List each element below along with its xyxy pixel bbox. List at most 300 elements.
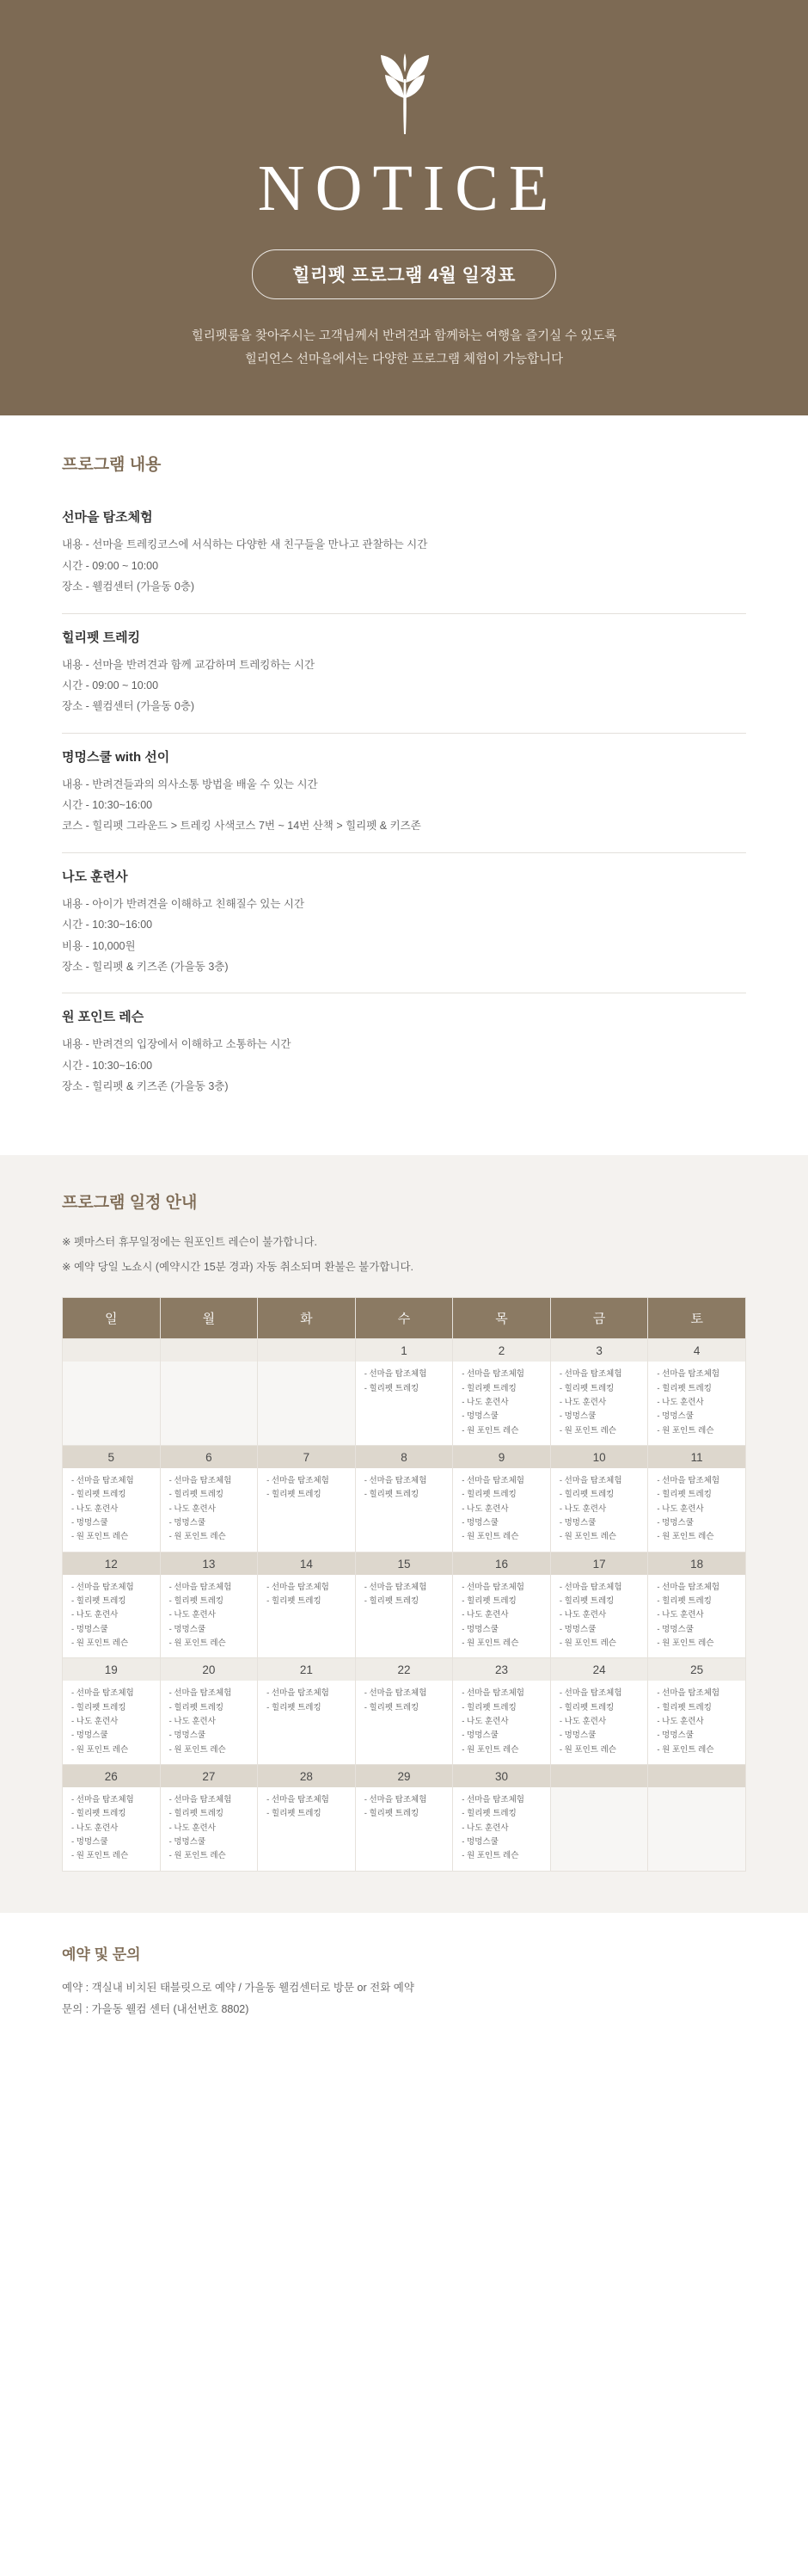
calendar-event: - 나도 훈련사: [559, 1610, 607, 1620]
calendar-event: - 멍멍스쿨: [559, 1518, 597, 1528]
calendar-event: - 원 포인트 레슨: [559, 1425, 616, 1436]
calendar-day-events-cell[interactable]: [453, 1575, 551, 1658]
calendar-day-events-cell[interactable]: [355, 1362, 453, 1445]
calendar-day-number: 7: [258, 1446, 355, 1468]
calendar-event-list: [63, 1362, 160, 1374]
calendar-event: - 나도 훈련사: [71, 1503, 119, 1514]
calendar-event: - 힐리펫 트레킹: [657, 1702, 712, 1712]
calendar-event: - 힐리펫 트레킹: [71, 1596, 126, 1607]
calendar-event: - 멍멍스쿨: [559, 1411, 597, 1422]
contact-line-1: 예약 : 객실내 비치된 태블릿으로 예약 / 가을동 웰컴센터로 방문 or 전화 예약: [62, 1981, 414, 1994]
calendar-event: - 나도 훈련사: [168, 1717, 216, 1726]
calendar-day-number-cell[interactable]: [550, 1552, 648, 1575]
calendar-day-events-cell[interactable]: [453, 1787, 551, 1871]
calendar-event: - 멍멍스쿨: [657, 1731, 694, 1741]
calendar-day-events-cell[interactable]: [160, 1681, 258, 1764]
calendar-day-number-cell[interactable]: [355, 1446, 453, 1469]
calendar-empty-cell: [648, 1764, 746, 1787]
calendar-event: - 선마을 탐조체험: [657, 1369, 720, 1380]
program-item: [62, 734, 746, 853]
calendar-weekday-수: 수: [355, 1298, 453, 1339]
calendar-day-events-cell[interactable]: [648, 1468, 746, 1552]
calendar-day-number-cell[interactable]: [258, 1764, 356, 1787]
calendar-event-list: [551, 1575, 648, 1658]
calendar-day-number-cell[interactable]: [648, 1552, 746, 1575]
calendar-event: - 힐리펫 트레킹: [559, 1596, 615, 1607]
calendar-event: - 선마을 탐조체험: [657, 1582, 720, 1592]
calendar-day-number-cell[interactable]: [258, 1446, 356, 1469]
calendar-number-row: [63, 1446, 746, 1469]
program-detail-line: 시간 - 10:30~16:00: [62, 799, 153, 812]
program-detail-line: 코스 - 힐리펫 그라운드 > 트레킹 사색코스 7번 ~ 14번 산책 > 힐리펫 & 키즈존: [62, 820, 421, 833]
calendar-event: - 멍멍스쿨: [462, 1731, 499, 1741]
calendar-event-list: [356, 1681, 453, 1722]
calendar-event: - 선마을 탐조체험: [657, 1476, 720, 1486]
calendar-day-number-cell[interactable]: [258, 1658, 356, 1681]
calendar-day-number-cell[interactable]: [160, 1764, 258, 1787]
calendar-day-events-cell[interactable]: [648, 1681, 746, 1764]
calendar-event: - 멍멍스쿨: [559, 1731, 597, 1741]
calendar-day-number: 23: [453, 1658, 550, 1681]
calendar-day-number-cell[interactable]: [453, 1658, 551, 1681]
calendar-event-row: [63, 1362, 746, 1445]
calendar-event: - 멍멍스쿨: [559, 1624, 597, 1634]
calendar-event: - 원 포인트 레슨: [168, 1532, 226, 1542]
program-name: 명멍스쿨 with 선이: [62, 749, 170, 765]
calendar-day-number-cell[interactable]: [63, 1446, 161, 1469]
calendar-event: - 선마을 탐조체험: [71, 1476, 134, 1486]
calendar-day-number-cell[interactable]: [453, 1339, 551, 1362]
calendar-event: - 멍멍스쿨: [657, 1624, 694, 1634]
calendar-event: - 나도 훈련사: [657, 1398, 704, 1408]
calendar-event: - 멍멍스쿨: [168, 1518, 206, 1528]
calendar-empty-cell: [160, 1362, 258, 1445]
calendar-event: - 원 포인트 레슨: [559, 1638, 616, 1649]
calendar-event: - 멍멍스쿨: [168, 1836, 206, 1847]
calendar-number-row: [63, 1764, 746, 1787]
calendar-event: - 힐리펫 트레킹: [364, 1809, 419, 1819]
calendar-day-number-cell[interactable]: [160, 1658, 258, 1681]
calendar-wrapper: [62, 1297, 746, 1871]
calendar-event: - 힐리펫 트레킹: [266, 1596, 321, 1607]
calendar-day-number: [161, 1339, 258, 1362]
calendar-day-number-cell[interactable]: [160, 1446, 258, 1469]
calendar-event: - 힐리펫 트레킹: [168, 1596, 224, 1607]
calendar-event-list: [258, 1575, 355, 1616]
calendar-day-events-cell[interactable]: [550, 1681, 648, 1764]
calendar-event-list: [453, 1681, 550, 1764]
calendar-event-list: [258, 1681, 355, 1722]
calendar-event: - 원 포인트 레슨: [462, 1425, 519, 1436]
calendar-day-events-cell[interactable]: [258, 1681, 356, 1764]
calendar-event: - 힐리펫 트레킹: [71, 1702, 126, 1712]
calendar-event: - 멍멍스쿨: [657, 1411, 694, 1422]
calendar-event: - 원 포인트 레슨: [657, 1532, 714, 1542]
program-detail-line: 내용 - 반려견들과의 의사소통 방법을 배울 수 있는 시간: [62, 778, 318, 790]
calendar-empty-cell: [160, 1339, 258, 1362]
calendar-event: - 나도 훈련사: [71, 1717, 119, 1726]
calendar-event-row: [63, 1468, 746, 1552]
calendar-day-number-cell[interactable]: [550, 1446, 648, 1469]
calendar-day-events-cell[interactable]: [63, 1681, 161, 1764]
calendar-event-list: [356, 1575, 453, 1616]
calendar-event: - 나도 훈련사: [559, 1717, 607, 1726]
calendar-event: - 힐리펫 트레킹: [657, 1490, 712, 1500]
calendar-event: - 선마을 탐조체험: [71, 1688, 134, 1699]
calendar-weekday-토: 토: [648, 1298, 746, 1339]
calendar-event: - 힐리펫 트레킹: [71, 1490, 126, 1500]
program-name: 원 포인트 레슨: [62, 1010, 144, 1025]
calendar-event: - 멍멍스쿨: [71, 1731, 108, 1741]
calendar-event: - 선마을 탐조체험: [559, 1582, 622, 1592]
calendar-event: - 원 포인트 레슨: [168, 1851, 226, 1861]
calendar-day-events-cell[interactable]: [453, 1681, 551, 1764]
calendar-event: - 나도 훈련사: [657, 1610, 704, 1620]
calendar-weekday-금: 금: [550, 1298, 648, 1339]
program-detail-line: 내용 - 선마을 반려견과 함께 교감하며 트레킹하는 시간: [62, 658, 315, 671]
calendar-event: - 힐리펫 트레킹: [266, 1702, 321, 1712]
contact-line-2: 문의 : 가을동 웰컴 센터 (내선번호 8802): [62, 2003, 249, 2016]
calendar-event: - 원 포인트 레슨: [168, 1744, 226, 1755]
program-section: [0, 415, 808, 1155]
calendar-empty-cell: [648, 1787, 746, 1871]
calendar-event: - 힐리펫 트레킹: [462, 1490, 517, 1500]
calendar-day-number: 15: [356, 1552, 453, 1575]
calendar-event-list: [63, 1787, 160, 1871]
calendar-event: - 힐리펫 트레킹: [364, 1490, 419, 1500]
calendar-event-list: [551, 1681, 648, 1764]
calendar-day-number: 11: [648, 1446, 745, 1468]
calendar-event: - 멍멍스쿨: [462, 1836, 499, 1847]
calendar-day-number: [551, 1765, 648, 1787]
program-detail-line: 시간 - 09:00 ~ 10:00: [62, 679, 159, 692]
calendar-event: - 선마을 탐조체험: [168, 1688, 232, 1699]
calendar-day-number: 3: [551, 1339, 648, 1362]
calendar-event-list: [161, 1681, 258, 1764]
calendar-event: - 나도 훈련사: [559, 1398, 607, 1408]
program-detail-line: 장소 - 힐리펫 & 키즈존 (가을동 3층): [62, 1080, 229, 1093]
calendar-day-number: 30: [453, 1765, 550, 1787]
calendar-event: - 선마을 탐조체험: [266, 1476, 329, 1486]
calendar-day-number-cell[interactable]: [160, 1552, 258, 1575]
calendar-event-list: [453, 1575, 550, 1658]
calendar-event: - 선마을 탐조체험: [559, 1476, 622, 1486]
calendar-event: - 선마을 탐조체험: [364, 1688, 427, 1699]
schedule-note-2: ※ 예약 당일 노쇼시 (예약시간 15분 경과) 자동 취소되며 환불은 불가합니다.: [62, 1261, 414, 1274]
calendar-event: - 원 포인트 레슨: [71, 1532, 129, 1542]
calendar-day-events-cell[interactable]: [258, 1468, 356, 1552]
calendar-day-events-cell[interactable]: [63, 1787, 161, 1871]
calendar-event: - 선마을 탐조체험: [364, 1476, 427, 1486]
calendar-event-list: [648, 1468, 745, 1552]
calendar-event-list: [258, 1468, 355, 1509]
calendar-day-number: 8: [356, 1446, 453, 1468]
calendar-event: - 멍멍스쿨: [71, 1518, 108, 1528]
calendar-table: [62, 1297, 746, 1871]
calendar-event: - 원 포인트 레슨: [168, 1638, 226, 1649]
calendar-day-number: [63, 1339, 160, 1362]
calendar-day-number: 19: [63, 1658, 160, 1681]
calendar-day-events-cell[interactable]: [160, 1468, 258, 1552]
calendar-event: - 나도 훈련사: [168, 1610, 216, 1620]
calendar-day-events-cell[interactable]: [63, 1575, 161, 1658]
calendar-day-number: 29: [356, 1765, 453, 1787]
calendar-event: - 멍멍스쿨: [462, 1624, 499, 1634]
calendar-event: - 원 포인트 레슨: [462, 1744, 519, 1755]
calendar-event: - 힐리펫 트레킹: [559, 1383, 615, 1393]
program-section-title: 프로그램 내용: [62, 456, 162, 475]
calendar-event: - 선마을 탐조체험: [559, 1369, 622, 1380]
program-name: 힐리펫 트레킹: [62, 630, 141, 645]
calendar-day-number: 22: [356, 1658, 453, 1681]
calendar-event: - 힐리펫 트레킹: [462, 1596, 517, 1607]
calendar-day-number: 12: [63, 1552, 160, 1575]
calendar-day-events-cell[interactable]: [453, 1468, 551, 1552]
calendar-day-number: 14: [258, 1552, 355, 1575]
calendar-day-number-cell[interactable]: [453, 1446, 551, 1469]
calendar-event: - 힐리펫 트레킹: [364, 1383, 419, 1393]
calendar-event: - 선마을 탐조체험: [364, 1794, 427, 1804]
program-item: [62, 614, 746, 734]
contact-title: 예약 및 문의: [62, 1946, 141, 1963]
calendar-event: - 원 포인트 레슨: [71, 1638, 129, 1649]
calendar-event: - 원 포인트 레슨: [559, 1744, 616, 1755]
page-title: NOTICE: [257, 152, 560, 224]
calendar-event: - 선마을 탐조체험: [462, 1794, 524, 1804]
calendar-event: - 원 포인트 레슨: [462, 1638, 519, 1649]
program-detail-line: 장소 - 웰컴센터 (가을동 0층): [62, 700, 195, 713]
calendar-event-row: [63, 1575, 746, 1658]
calendar-event: - 힐리펫 트레킹: [559, 1702, 615, 1712]
calendar-day-number-cell[interactable]: [258, 1552, 356, 1575]
calendar-day-number: 13: [161, 1552, 258, 1575]
calendar-day-events-cell[interactable]: [453, 1362, 551, 1445]
calendar-event-list: [356, 1362, 453, 1403]
calendar-event: - 힐리펫 트레킹: [462, 1702, 517, 1712]
calendar-day-events-cell[interactable]: [550, 1468, 648, 1552]
calendar-event: - 나도 훈련사: [462, 1610, 509, 1620]
calendar-event: - 선마을 탐조체험: [657, 1688, 720, 1699]
calendar-event: - 힐리펫 트레킹: [364, 1702, 419, 1712]
calendar-day-number-cell[interactable]: [355, 1658, 453, 1681]
calendar-day-events-cell[interactable]: [648, 1575, 746, 1658]
calendar-event: - 멍멍스쿨: [168, 1624, 206, 1634]
program-name: 나도 훈련사: [62, 869, 128, 884]
calendar-day-events-cell[interactable]: [63, 1468, 161, 1552]
calendar-weekday-row: [63, 1298, 746, 1339]
program-detail-line: 시간 - 10:30~16:00: [62, 919, 153, 931]
calendar-day-number: 25: [648, 1658, 745, 1681]
calendar-day-number-cell[interactable]: [63, 1764, 161, 1787]
calendar-event: - 힐리펫 트레킹: [71, 1809, 126, 1819]
schedule-badge: 힐리펫 프로그램 4월 일정표: [252, 249, 556, 299]
calendar-day-number-cell[interactable]: [453, 1764, 551, 1787]
calendar-day-number: 24: [551, 1658, 648, 1681]
calendar-day-number: [648, 1765, 745, 1787]
calendar-day-number: 2: [453, 1339, 550, 1362]
calendar-weekday-일: 일: [63, 1298, 161, 1339]
calendar-event: - 멍멍스쿨: [168, 1731, 206, 1741]
calendar-event-row: [63, 1681, 746, 1764]
calendar-day-number: 10: [551, 1446, 648, 1468]
calendar-event-list: [161, 1575, 258, 1658]
calendar-event-list: [161, 1787, 258, 1871]
calendar-event: - 선마을 탐조체험: [168, 1582, 232, 1592]
calendar-event: - 힐리펫 트레킹: [266, 1809, 321, 1819]
program-detail-line: 내용 - 선마을 트레킹코스에 서식하는 다양한 새 친구들을 만나고 관찰하는 시간: [62, 538, 428, 551]
program-detail-line: 장소 - 힐리펫 & 키즈존 (가을동 3층): [62, 960, 229, 973]
calendar-day-number: 28: [258, 1765, 355, 1787]
calendar-day-events-cell[interactable]: [355, 1468, 453, 1552]
calendar-event-list: [648, 1787, 745, 1800]
calendar-day-number: 20: [161, 1658, 258, 1681]
calendar-event: - 힐리펫 트레킹: [657, 1596, 712, 1607]
calendar-day-number: 26: [63, 1765, 160, 1787]
calendar-day-events-cell[interactable]: [648, 1362, 746, 1445]
calendar-day-number: 1: [356, 1339, 453, 1362]
schedule-note-1: ※ 펫마스터 휴무일정에는 원포인트 레슨이 불가합니다.: [62, 1236, 317, 1249]
calendar-event-list: [453, 1362, 550, 1445]
calendar-event: - 선마을 탐조체험: [559, 1688, 622, 1699]
calendar-event: - 힐리펫 트레킹: [657, 1383, 712, 1393]
calendar-event-list: [63, 1681, 160, 1764]
calendar-day-events-cell[interactable]: [355, 1575, 453, 1658]
calendar-event: - 멍멍스쿨: [71, 1624, 108, 1634]
calendar-weekday-목: 목: [453, 1298, 551, 1339]
calendar-event: - 힐리펫 트레킹: [364, 1596, 419, 1607]
calendar-event: - 멍멍스쿨: [71, 1836, 108, 1847]
calendar-event: - 나도 훈련사: [657, 1717, 704, 1726]
program-list: [62, 494, 746, 1112]
calendar-day-number: 6: [161, 1446, 258, 1468]
calendar-event: - 선마을 탐조체험: [168, 1476, 232, 1486]
calendar-event: - 나도 훈련사: [168, 1503, 216, 1514]
calendar-day-events-cell[interactable]: [355, 1787, 453, 1871]
calendar-empty-cell: [63, 1339, 161, 1362]
calendar-day-number-cell[interactable]: [355, 1764, 453, 1787]
calendar-day-number-cell[interactable]: [355, 1552, 453, 1575]
calendar-empty-cell: [550, 1787, 648, 1871]
calendar-day-events-cell[interactable]: [160, 1575, 258, 1658]
calendar-day-number-cell[interactable]: [355, 1339, 453, 1362]
calendar-weekday-화: 화: [258, 1298, 356, 1339]
calendar-event: - 나도 훈련사: [168, 1823, 216, 1833]
calendar-day-number: 18: [648, 1552, 745, 1575]
calendar-number-row: [63, 1658, 746, 1681]
hero-description-line1: 힐리펫룸을 찾아주시는 고객님께서 반려견과 함께하는 여행을 즐기실 수 있도록: [191, 329, 617, 343]
calendar-event: - 선마을 탐조체험: [266, 1582, 329, 1592]
calendar-day-number-cell[interactable]: [648, 1339, 746, 1362]
calendar-empty-cell: [63, 1362, 161, 1445]
calendar-event: - 원 포인트 레슨: [657, 1744, 714, 1755]
calendar-event: - 나도 훈련사: [462, 1717, 509, 1726]
calendar-day-events-cell[interactable]: [550, 1362, 648, 1445]
contact-section: [0, 1913, 808, 2059]
calendar-empty-cell: [550, 1764, 648, 1787]
calendar-event: - 선마을 탐조체험: [168, 1794, 232, 1804]
calendar-event-list: [648, 1362, 745, 1445]
calendar-event: - 선마을 탐조체험: [266, 1688, 329, 1699]
calendar-event: - 멍멍스쿨: [462, 1411, 499, 1422]
calendar-number-row: [63, 1339, 746, 1362]
calendar-event: - 선마을 탐조체험: [71, 1794, 134, 1804]
calendar-event: - 원 포인트 레슨: [657, 1638, 714, 1649]
calendar-event: - 나도 훈련사: [462, 1823, 509, 1833]
calendar-event-list: [551, 1787, 648, 1800]
program-item: [62, 494, 746, 613]
calendar-event: - 힐리펫 트레킹: [462, 1383, 517, 1393]
calendar-event-list: [648, 1681, 745, 1764]
program-detail-line: 내용 - 아이가 반려견을 이해하고 친해질수 있는 시간: [62, 897, 305, 910]
tree-sprout-icon: [352, 45, 456, 139]
calendar-event-list: [161, 1468, 258, 1552]
calendar-event: - 선마을 탐조체험: [266, 1794, 329, 1804]
calendar-day-number-cell[interactable]: [550, 1658, 648, 1681]
calendar-day-number-cell[interactable]: [648, 1446, 746, 1469]
calendar-day-number: 9: [453, 1446, 550, 1468]
program-detail-line: 시간 - 10:30~16:00: [62, 1059, 153, 1072]
calendar-weekday-월: 월: [160, 1298, 258, 1339]
calendar-empty-cell: [258, 1362, 356, 1445]
calendar-event: - 원 포인트 레슨: [657, 1425, 714, 1436]
calendar-event-list: [648, 1575, 745, 1658]
calendar-event: - 나도 훈련사: [71, 1823, 119, 1833]
calendar-event-list: [551, 1468, 648, 1552]
program-item: [62, 853, 746, 994]
calendar-day-number-cell[interactable]: [63, 1552, 161, 1575]
calendar-day-events-cell[interactable]: [550, 1575, 648, 1658]
calendar-day-number-cell[interactable]: [550, 1339, 648, 1362]
hero-banner: [0, 0, 808, 415]
calendar-header: [63, 1298, 746, 1339]
calendar-event: - 나도 훈련사: [462, 1398, 509, 1408]
calendar-event: - 선마을 탐조체험: [462, 1582, 524, 1592]
calendar-event: - 나도 훈련사: [559, 1503, 607, 1514]
calendar-number-row: [63, 1552, 746, 1575]
calendar-day-events-cell[interactable]: [258, 1575, 356, 1658]
program-detail-line: 시간 - 09:00 ~ 10:00: [62, 559, 159, 572]
calendar-event-list: [356, 1787, 453, 1829]
calendar-day-number: 21: [258, 1658, 355, 1681]
calendar-day-number-cell[interactable]: [453, 1552, 551, 1575]
calendar-day-events-cell[interactable]: [355, 1681, 453, 1764]
program-detail-line: 장소 - 웰컴센터 (가을동 0층): [62, 581, 195, 593]
calendar-day-number: [258, 1339, 355, 1362]
schedule-section: [0, 1155, 808, 1912]
calendar-day-events-cell[interactable]: [160, 1787, 258, 1871]
calendar-day-number-cell[interactable]: [648, 1658, 746, 1681]
calendar-event: - 선마을 탐조체험: [71, 1582, 134, 1592]
calendar-event: - 힐리펫 트레킹: [462, 1809, 517, 1819]
calendar-event: - 선마을 탐조체험: [462, 1369, 524, 1380]
calendar-event-list: [356, 1468, 453, 1509]
calendar-day-number-cell[interactable]: [63, 1658, 161, 1681]
program-detail-line: 비용 - 10,000원: [62, 939, 136, 952]
calendar-event: - 원 포인트 레슨: [71, 1744, 129, 1755]
calendar-day-events-cell[interactable]: [258, 1787, 356, 1871]
calendar-event: - 나도 훈련사: [462, 1503, 509, 1514]
calendar-event: - 힐리펫 트레킹: [168, 1809, 224, 1819]
calendar-event: - 선마을 탐조체험: [462, 1688, 524, 1699]
calendar-day-number: 4: [648, 1339, 745, 1362]
calendar-event: - 나도 훈련사: [71, 1610, 119, 1620]
calendar-event: - 선마을 탐조체험: [364, 1582, 427, 1592]
calendar-day-number: 27: [161, 1765, 258, 1787]
calendar-event-list: [161, 1362, 258, 1374]
calendar-event-list: [63, 1468, 160, 1552]
calendar-event: - 원 포인트 레슨: [559, 1532, 616, 1542]
hero-description-line2: 힐리언스 선마을에서는 다양한 프로그램 체험이 가능합니다: [244, 352, 564, 366]
